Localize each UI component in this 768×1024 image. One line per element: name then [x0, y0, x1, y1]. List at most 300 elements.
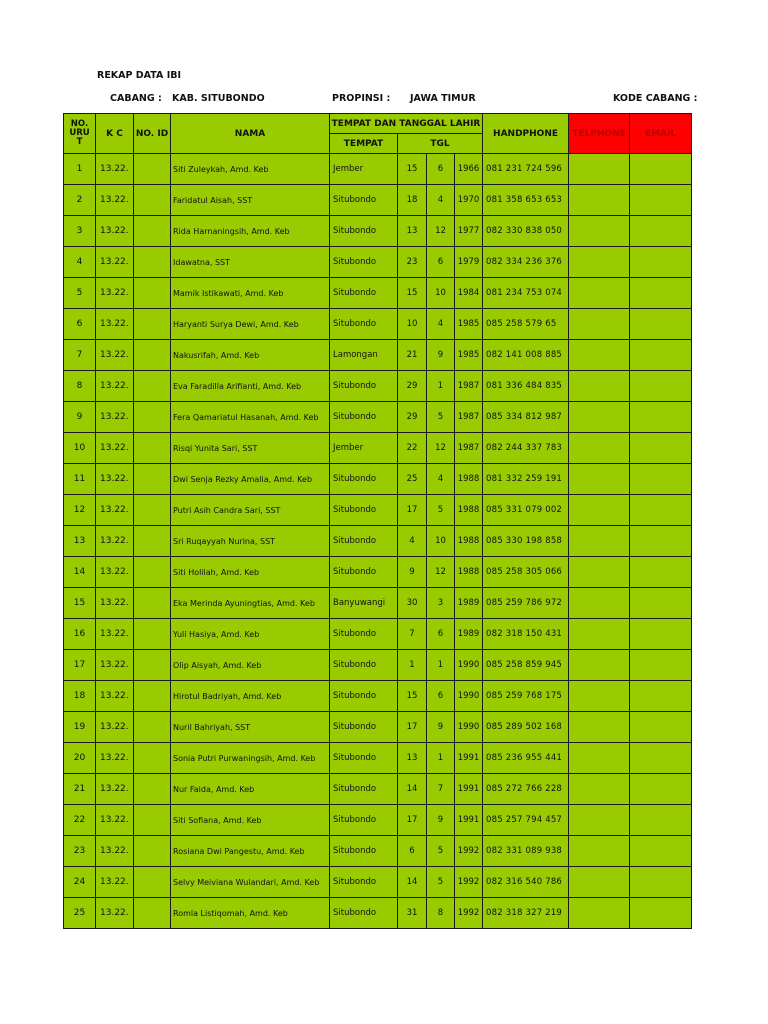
row-no-id	[134, 371, 171, 402]
table-row	[64, 557, 692, 588]
row-kc: 13.22.	[96, 185, 134, 216]
row-birth-day: 10	[398, 309, 427, 340]
row-handphone: 081 234 753 074	[483, 278, 569, 309]
row-birth-month: 5	[427, 867, 455, 898]
row-kc: 13.22.	[96, 526, 134, 557]
row-birth-year: 1991	[455, 774, 483, 805]
row-birth-year: 1970	[455, 185, 483, 216]
table-row	[64, 898, 692, 929]
row-birth-day: 15	[398, 681, 427, 712]
row-number: 3	[64, 216, 96, 247]
row-handphone: 085 258 305 066	[483, 557, 569, 588]
row-telphone	[569, 712, 630, 743]
row-email	[630, 681, 692, 712]
row-tempat: Situbondo	[330, 278, 398, 309]
row-no-id	[134, 185, 171, 216]
row-birth-month: 6	[427, 619, 455, 650]
row-birth-day: 23	[398, 247, 427, 278]
row-number: 23	[64, 836, 96, 867]
row-email	[630, 340, 692, 371]
row-handphone: 082 316 540 786	[483, 867, 569, 898]
row-number: 25	[64, 898, 96, 929]
row-nama: Haryanti Surya Dewi, Amd. Keb	[171, 309, 330, 340]
row-birth-year: 1987	[455, 402, 483, 433]
table-row	[64, 805, 692, 836]
row-number: 17	[64, 650, 96, 681]
row-birth-day: 25	[398, 464, 427, 495]
row-number: 2	[64, 185, 96, 216]
col-header-telphone: TELPHONE	[569, 114, 630, 154]
row-email	[630, 216, 692, 247]
row-no-id	[134, 340, 171, 371]
row-handphone: 085 330 198 858	[483, 526, 569, 557]
row-telphone	[569, 805, 630, 836]
row-no-id	[134, 681, 171, 712]
row-handphone: 082 318 150 431	[483, 619, 569, 650]
row-birth-day: 1	[398, 650, 427, 681]
row-tempat: Situbondo	[330, 867, 398, 898]
row-telphone	[569, 278, 630, 309]
row-tempat: Situbondo	[330, 805, 398, 836]
table-row	[64, 216, 692, 247]
row-birth-year: 1990	[455, 712, 483, 743]
row-tempat: Banyuwangi	[330, 588, 398, 619]
row-handphone: 085 259 768 175	[483, 681, 569, 712]
row-no-id	[134, 309, 171, 340]
row-birth-month: 5	[427, 836, 455, 867]
row-number: 24	[64, 867, 96, 898]
row-handphone: 081 231 724 596	[483, 154, 569, 185]
row-birth-month: 5	[427, 495, 455, 526]
row-nama: Nuril Bahriyah, SST	[171, 712, 330, 743]
row-tempat: Situbondo	[330, 464, 398, 495]
row-birth-day: 30	[398, 588, 427, 619]
row-tempat: Situbondo	[330, 712, 398, 743]
row-no-id	[134, 526, 171, 557]
row-tempat: Situbondo	[330, 619, 398, 650]
row-email	[630, 588, 692, 619]
row-handphone: 085 236 955 441	[483, 743, 569, 774]
row-no-id	[134, 712, 171, 743]
row-no-id	[134, 743, 171, 774]
row-nama: Sonia Putri Purwaningsih, Amd. Keb	[171, 743, 330, 774]
row-birth-month: 8	[427, 898, 455, 929]
row-number: 21	[64, 774, 96, 805]
row-birth-month: 6	[427, 681, 455, 712]
row-telphone	[569, 774, 630, 805]
row-birth-day: 4	[398, 526, 427, 557]
row-birth-year: 1987	[455, 433, 483, 464]
table-row	[64, 185, 692, 216]
row-birth-day: 17	[398, 495, 427, 526]
row-email	[630, 805, 692, 836]
row-nama: Olip Aisyah, Amd. Keb	[171, 650, 330, 681]
row-telphone	[569, 650, 630, 681]
row-birth-day: 6	[398, 836, 427, 867]
row-birth-month: 12	[427, 557, 455, 588]
row-email	[630, 495, 692, 526]
row-birth-day: 31	[398, 898, 427, 929]
row-kc: 13.22.	[96, 247, 134, 278]
row-email	[630, 557, 692, 588]
row-birth-day: 15	[398, 278, 427, 309]
row-birth-day: 13	[398, 743, 427, 774]
row-nama: Siti Holilah, Amd. Keb	[171, 557, 330, 588]
row-handphone: 081 332 259 191	[483, 464, 569, 495]
row-tempat: Situbondo	[330, 650, 398, 681]
row-birth-year: 1990	[455, 650, 483, 681]
row-telphone	[569, 619, 630, 650]
table-row	[64, 681, 692, 712]
document-title: REKAP DATA IBI	[97, 70, 182, 81]
table-row	[64, 774, 692, 805]
row-email	[630, 185, 692, 216]
row-telphone	[569, 216, 630, 247]
row-no-id	[134, 898, 171, 929]
row-birth-month: 4	[427, 464, 455, 495]
data-table	[63, 113, 692, 929]
row-birth-year: 1988	[455, 557, 483, 588]
row-number: 15	[64, 588, 96, 619]
row-no-id	[134, 836, 171, 867]
row-nama: Fera Qamariatul Hasanah, Amd. Keb	[171, 402, 330, 433]
row-birth-day: 21	[398, 340, 427, 371]
row-nama: Eka Merinda Ayuningtias, Amd. Keb	[171, 588, 330, 619]
row-number: 18	[64, 681, 96, 712]
row-birth-day: 15	[398, 154, 427, 185]
row-birth-month: 1	[427, 371, 455, 402]
row-kc: 13.22.	[96, 464, 134, 495]
col-header-kc: K C	[96, 114, 134, 154]
table-row	[64, 278, 692, 309]
table-row	[64, 433, 692, 464]
row-email	[630, 371, 692, 402]
row-birth-month: 10	[427, 278, 455, 309]
row-kc: 13.22.	[96, 278, 134, 309]
row-handphone: 082 141 008 885	[483, 340, 569, 371]
row-birth-month: 10	[427, 526, 455, 557]
row-handphone: 081 358 653 653	[483, 185, 569, 216]
row-handphone: 085 257 794 457	[483, 805, 569, 836]
row-telphone	[569, 340, 630, 371]
row-no-id	[134, 247, 171, 278]
row-kc: 13.22.	[96, 898, 134, 929]
col-header-handphone: HANDPHONE	[483, 114, 569, 154]
row-no-id	[134, 495, 171, 526]
row-handphone: 082 331 089 938	[483, 836, 569, 867]
row-kc: 13.22.	[96, 216, 134, 247]
row-nama: Siti Zuleykah, Amd. Keb	[171, 154, 330, 185]
row-birth-year: 1988	[455, 495, 483, 526]
row-nama: Dwi Senja Rezky Amalia, Amd. Keb	[171, 464, 330, 495]
kode-cabang-label: KODE CABANG :	[613, 93, 698, 104]
col-header-nama: NAMA	[171, 114, 330, 154]
row-tempat: Situbondo	[330, 836, 398, 867]
row-birth-year: 1989	[455, 619, 483, 650]
row-birth-day: 17	[398, 805, 427, 836]
row-tempat: Situbondo	[330, 247, 398, 278]
row-birth-day: 9	[398, 557, 427, 588]
row-birth-year: 1966	[455, 154, 483, 185]
col-header-no-urut: NO. URU T	[64, 114, 96, 154]
row-kc: 13.22.	[96, 495, 134, 526]
row-telphone	[569, 588, 630, 619]
row-birth-year: 1989	[455, 588, 483, 619]
cabang-value: KAB. SITUBONDO	[172, 93, 265, 104]
row-birth-month: 9	[427, 712, 455, 743]
row-kc: 13.22.	[96, 836, 134, 867]
row-email	[630, 867, 692, 898]
row-number: 5	[64, 278, 96, 309]
row-number: 20	[64, 743, 96, 774]
row-tempat: Situbondo	[330, 743, 398, 774]
row-email	[630, 309, 692, 340]
row-number: 8	[64, 371, 96, 402]
row-email	[630, 526, 692, 557]
row-telphone	[569, 185, 630, 216]
row-birth-day: 18	[398, 185, 427, 216]
row-telphone	[569, 464, 630, 495]
row-handphone: 082 318 327 219	[483, 898, 569, 929]
row-telphone	[569, 743, 630, 774]
row-no-id	[134, 557, 171, 588]
row-tempat: Situbondo	[330, 898, 398, 929]
row-no-id	[134, 774, 171, 805]
row-handphone: 085 258 579 65	[483, 309, 569, 340]
row-birth-day: 14	[398, 774, 427, 805]
row-email	[630, 712, 692, 743]
row-email	[630, 743, 692, 774]
row-kc: 13.22.	[96, 650, 134, 681]
row-kc: 13.22.	[96, 309, 134, 340]
table-row	[64, 154, 692, 185]
row-email	[630, 619, 692, 650]
row-handphone: 082 334 236 376	[483, 247, 569, 278]
row-birth-month: 5	[427, 402, 455, 433]
row-email	[630, 774, 692, 805]
row-number: 14	[64, 557, 96, 588]
row-kc: 13.22.	[96, 402, 134, 433]
row-no-id	[134, 619, 171, 650]
row-birth-year: 1992	[455, 836, 483, 867]
row-birth-month: 9	[427, 805, 455, 836]
row-telphone	[569, 309, 630, 340]
row-nama: Selvy Meiviana Wulandari, Amd. Keb	[171, 867, 330, 898]
row-number: 4	[64, 247, 96, 278]
row-number: 19	[64, 712, 96, 743]
row-email	[630, 154, 692, 185]
row-birth-year: 1985	[455, 309, 483, 340]
table-row	[64, 247, 692, 278]
row-birth-year: 1990	[455, 681, 483, 712]
table-row	[64, 495, 692, 526]
row-email	[630, 898, 692, 929]
row-handphone: 082 244 337 783	[483, 433, 569, 464]
row-tempat: Situbondo	[330, 309, 398, 340]
row-birth-day: 13	[398, 216, 427, 247]
row-kc: 13.22.	[96, 805, 134, 836]
table-row	[64, 309, 692, 340]
row-birth-month: 4	[427, 185, 455, 216]
row-birth-year: 1979	[455, 247, 483, 278]
table-row	[64, 340, 692, 371]
table-row	[64, 371, 692, 402]
row-kc: 13.22.	[96, 557, 134, 588]
row-number: 1	[64, 154, 96, 185]
row-birth-day: 17	[398, 712, 427, 743]
row-telphone	[569, 154, 630, 185]
row-birth-month: 4	[427, 309, 455, 340]
table-row	[64, 402, 692, 433]
row-tempat: Situbondo	[330, 495, 398, 526]
row-number: 7	[64, 340, 96, 371]
row-telphone	[569, 681, 630, 712]
row-handphone: 082 330 838 050	[483, 216, 569, 247]
table-row	[64, 464, 692, 495]
row-no-id	[134, 464, 171, 495]
row-birth-year: 1992	[455, 898, 483, 929]
row-nama: Hirotul Badriyah, Amd. Keb	[171, 681, 330, 712]
row-telphone	[569, 836, 630, 867]
row-handphone: 085 331 079 002	[483, 495, 569, 526]
row-birth-month: 9	[427, 340, 455, 371]
row-email	[630, 464, 692, 495]
row-nama: Romla Listiqomah, Amd. Keb	[171, 898, 330, 929]
row-email	[630, 433, 692, 464]
row-telphone	[569, 867, 630, 898]
table-row	[64, 526, 692, 557]
row-telphone	[569, 402, 630, 433]
row-email	[630, 836, 692, 867]
row-nama: Putri Asih Candra Sari, SST	[171, 495, 330, 526]
col-header-tempat: TEMPAT	[330, 134, 398, 154]
propinsi-value: JAWA TIMUR	[410, 93, 476, 104]
row-email	[630, 402, 692, 433]
table-row	[64, 867, 692, 898]
propinsi-label: PROPINSI :	[332, 93, 391, 104]
row-kc: 13.22.	[96, 712, 134, 743]
row-kc: 13.22.	[96, 371, 134, 402]
row-nama: Siti Sofiana, Amd. Keb	[171, 805, 330, 836]
row-kc: 13.22.	[96, 588, 134, 619]
row-tempat: Situbondo	[330, 557, 398, 588]
row-tempat: Jember	[330, 154, 398, 185]
row-number: 6	[64, 309, 96, 340]
row-telphone	[569, 495, 630, 526]
row-birth-year: 1988	[455, 464, 483, 495]
row-kc: 13.22.	[96, 340, 134, 371]
row-nama: Idawatna, SST	[171, 247, 330, 278]
row-no-id	[134, 433, 171, 464]
row-birth-year: 1988	[455, 526, 483, 557]
col-header-no-id: NO. ID	[134, 114, 171, 154]
row-number: 22	[64, 805, 96, 836]
row-birth-year: 1991	[455, 743, 483, 774]
table-row	[64, 619, 692, 650]
table-row	[64, 743, 692, 774]
row-nama: Nakusrifah, Amd. Keb	[171, 340, 330, 371]
row-number: 16	[64, 619, 96, 650]
row-birth-month: 6	[427, 247, 455, 278]
row-number: 11	[64, 464, 96, 495]
row-no-id	[134, 588, 171, 619]
row-kc: 13.22.	[96, 743, 134, 774]
row-number: 12	[64, 495, 96, 526]
row-no-id	[134, 278, 171, 309]
row-no-id	[134, 805, 171, 836]
row-birth-month: 3	[427, 588, 455, 619]
row-tempat: Situbondo	[330, 216, 398, 247]
row-nama: Mamik Istikawati, Amd. Keb	[171, 278, 330, 309]
col-header-tempat-tanggal-lahir: TEMPAT DAN TANGGAL LAHIR	[330, 114, 483, 134]
table-row	[64, 712, 692, 743]
row-birth-year: 1977	[455, 216, 483, 247]
row-email	[630, 650, 692, 681]
row-birth-month: 12	[427, 433, 455, 464]
row-tempat: Situbondo	[330, 402, 398, 433]
row-kc: 13.22.	[96, 774, 134, 805]
row-handphone: 085 289 502 168	[483, 712, 569, 743]
row-birth-month: 6	[427, 154, 455, 185]
row-tempat: Situbondo	[330, 526, 398, 557]
row-birth-day: 7	[398, 619, 427, 650]
row-kc: 13.22.	[96, 433, 134, 464]
row-telphone	[569, 557, 630, 588]
row-tempat: Situbondo	[330, 774, 398, 805]
row-handphone: 085 258 859 945	[483, 650, 569, 681]
row-nama: Faridatul Aisah, SST	[171, 185, 330, 216]
row-birth-year: 1987	[455, 371, 483, 402]
table-row	[64, 588, 692, 619]
row-nama: Yuli Hasiya, Amd. Keb	[171, 619, 330, 650]
row-birth-year: 1984	[455, 278, 483, 309]
row-birth-day: 22	[398, 433, 427, 464]
row-tempat: Situbondo	[330, 371, 398, 402]
row-number: 13	[64, 526, 96, 557]
row-birth-month: 1	[427, 650, 455, 681]
row-birth-year: 1991	[455, 805, 483, 836]
row-birth-month: 12	[427, 216, 455, 247]
row-birth-year: 1992	[455, 867, 483, 898]
row-email	[630, 278, 692, 309]
row-handphone: 085 272 766 228	[483, 774, 569, 805]
row-nama: Nur Faida, Amd. Keb	[171, 774, 330, 805]
row-number: 10	[64, 433, 96, 464]
table-row	[64, 650, 692, 681]
cabang-label: CABANG :	[110, 93, 162, 104]
row-tempat: Jember	[330, 433, 398, 464]
row-telphone	[569, 247, 630, 278]
row-nama: Eva Faradilla Arifianti, Amd. Keb	[171, 371, 330, 402]
row-tempat: Situbondo	[330, 681, 398, 712]
row-nama: Rida Harnaningsih, Amd. Keb	[171, 216, 330, 247]
row-no-id	[134, 402, 171, 433]
row-birth-month: 1	[427, 743, 455, 774]
row-birth-day: 29	[398, 402, 427, 433]
row-kc: 13.22.	[96, 867, 134, 898]
row-nama: Sri Ruqayyah Nurina, SST	[171, 526, 330, 557]
row-kc: 13.22.	[96, 154, 134, 185]
row-kc: 13.22.	[96, 681, 134, 712]
row-birth-day: 14	[398, 867, 427, 898]
row-tempat: Lamongan	[330, 340, 398, 371]
row-telphone	[569, 898, 630, 929]
row-tempat: Situbondo	[330, 185, 398, 216]
row-kc: 13.22.	[96, 619, 134, 650]
row-no-id	[134, 216, 171, 247]
row-telphone	[569, 526, 630, 557]
row-number: 9	[64, 402, 96, 433]
